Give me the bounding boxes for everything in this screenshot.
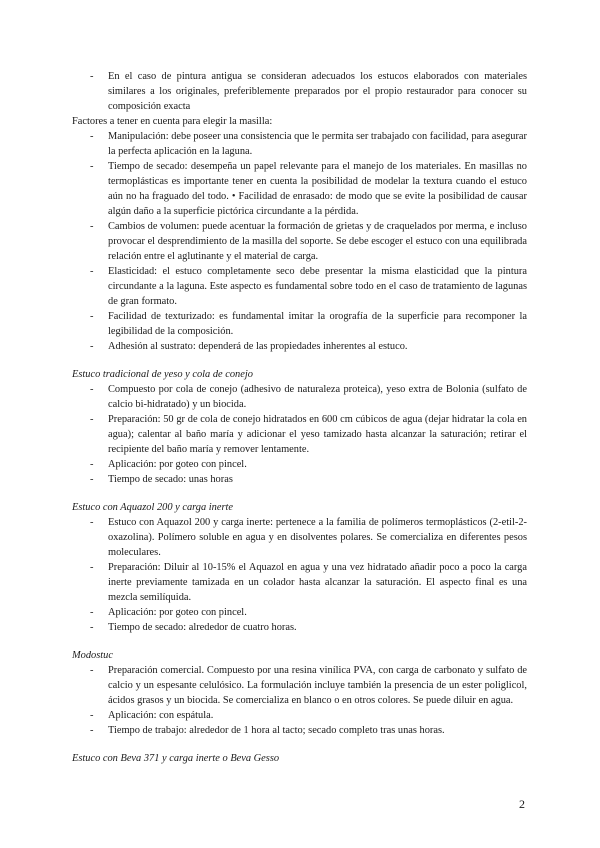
list-item <box>72 663 527 708</box>
spacer <box>72 487 527 500</box>
list-item <box>72 382 527 412</box>
list-item <box>72 264 527 309</box>
list-item <box>72 605 527 620</box>
section3-list <box>72 663 527 738</box>
page-number: 2 <box>519 797 525 811</box>
list-item-text: Tiempo de secado: alrededor de cuatro horas. <box>108 622 297 633</box>
bullet-dash: - <box>90 414 94 425</box>
spacer <box>72 635 527 648</box>
bullet-dash: - <box>90 710 94 721</box>
bullet-dash: - <box>90 384 94 395</box>
bullet-dash: - <box>90 474 94 485</box>
spacer <box>72 354 527 367</box>
list-item <box>72 69 527 114</box>
bullet-dash: - <box>90 131 94 142</box>
page-content <box>72 69 527 766</box>
list-item <box>72 620 527 635</box>
list-item-text: Preparación: 50 gr de cola de conejo hidratados en 600 cm cúbicos de agua (dejar hidratar la cola en agua); calentar al baño maría y adicionar el yeso tamizado hasta alcanzar la saturación; retirar el recipiente del baño maría y remover lentamente. <box>108 414 527 455</box>
list-item <box>72 560 527 605</box>
list-item-text: Facilidad de texturizado: es fundamental imitar la orografía de la superficie para recomponer la legibilidad de la composición. <box>108 311 527 337</box>
list-item-text: Cambios de volumen: puede acentuar la formación de grietas y de craquelados por merma, e incluso provocar el desprendimiento de la masilla del soporte. Se debe escoger el estuco con una equilibrada relación entre el aglutinante y el material de carga. <box>108 221 527 262</box>
list-item-text: Adhesión al sustrato: dependerá de las propiedades inherentes al estuco. <box>108 341 408 352</box>
list-item-text: Tiempo de secado: unas horas <box>108 474 233 485</box>
bullet-dash: - <box>90 266 94 277</box>
bullet-dash: - <box>90 622 94 633</box>
bullet-dash: - <box>90 517 94 528</box>
bullet-dash: - <box>90 161 94 172</box>
list-item-text: Preparación: Diluir al 10-15% el Aquazol en agua y una vez hidratado añadir poco a poco la carga inerte previamente tamizada en un colador hasta alcanzar la saturación. El aspecto final es una mezcla semilíquida. <box>108 562 527 603</box>
bullet-dash: - <box>90 725 94 736</box>
list-item <box>72 339 527 354</box>
section2-list <box>72 515 527 635</box>
list-item-text: Aplicación: por goteo con pincel. <box>108 459 247 470</box>
list-item <box>72 708 527 723</box>
section1-list <box>72 382 527 487</box>
section-heading: Estuco tradicional de yeso y cola de conejo <box>72 369 253 380</box>
bullet-dash: - <box>90 71 94 82</box>
list-item-text: En el caso de pintura antigua se consideran adecuados los estucos elaborados con materiales similares a los originales, preferiblemente preparados por el propio restaurador para conocer su composición exacta <box>108 71 527 112</box>
list-item <box>72 457 527 472</box>
list-item <box>72 515 527 560</box>
bullet-dash: - <box>90 665 94 676</box>
list-item-text: Elasticidad: el estuco completamente seco debe presentar la misma elasticidad que la pintura circundante a la laguna. Este aspecto es fundamental sobre todo en el caso de tratamiento de lagunas de gran formato. <box>108 266 527 307</box>
list-item <box>72 219 527 264</box>
list-item-text: Estuco con Aquazol 200 y carga inerte: pertenece a la familia de polímeros termoplásticos (2-etil-2-oxazolina). Polímero soluble en agua y en disolventes polares. Se comercializa en diferentes pesos moleculares. <box>108 517 527 558</box>
list-item <box>72 129 527 159</box>
list-item-text: Aplicación: por goteo con pincel. <box>108 607 247 618</box>
bullet-dash: - <box>90 311 94 322</box>
factors-list <box>72 129 527 354</box>
list-item-text: Aplicación: con espátula. <box>108 710 214 721</box>
spacer <box>72 738 527 751</box>
list-item <box>72 159 527 219</box>
list-item-text: Tiempo de trabajo: alrededor de 1 hora al tacto; secado completo tras unas horas. <box>108 725 445 736</box>
list-item <box>72 309 527 339</box>
section-heading: Estuco con Beva 371 y carga inerte o Beva Gesso <box>72 753 280 764</box>
list-item <box>72 472 527 487</box>
list-item-text: Preparación comercial. Compuesto por una resina vinílica PVA, con carga de carbonato y sulfato de calcio y un espesante celulósico. La formulación incluye también la presencia de un ester poliglicol, ácidos grasos y un biocida. Se comercializa en blanco o en otros colores. Se puede diluir en agua. <box>108 665 527 706</box>
section-heading: Modostuc <box>72 650 113 661</box>
list-item-text: Manipulación: debe poseer una consistencia que le permita ser trabajado con facilidad, para asegurar la perfecta aplicación en la laguna. <box>108 131 527 157</box>
list-item <box>72 723 527 738</box>
bullet-dash: - <box>90 341 94 352</box>
list-item <box>72 412 527 457</box>
bullet-dash: - <box>90 562 94 573</box>
bullet-dash: - <box>90 459 94 470</box>
factors-title: Factores a tener en cuenta para elegir la masilla: <box>72 116 273 127</box>
list-item-text: Compuesto por cola de conejo (adhesivo de naturaleza proteica), yeso extra de Bolonia (sulfato de calcio bi-hidratado) y un biocida. <box>108 384 527 410</box>
bullet-dash: - <box>90 607 94 618</box>
list-item-text: Tiempo de secado: desempeña un papel relevante para el manejo de los materiales. En masillas no termoplásticas es importante tener en cuenta la posibilidad de modelar la textura cuando el estuco aún no ha fraguado del todo. • Facilidad de enrasado: de modo que se evite la posibilidad de causar algún daño a la superficie pictórica circundante a la pérdida. <box>108 161 527 217</box>
section-heading: Estuco con Aquazol 200 y carga inerte <box>72 502 234 513</box>
intro-list <box>72 69 527 114</box>
bullet-dash: - <box>90 221 94 232</box>
